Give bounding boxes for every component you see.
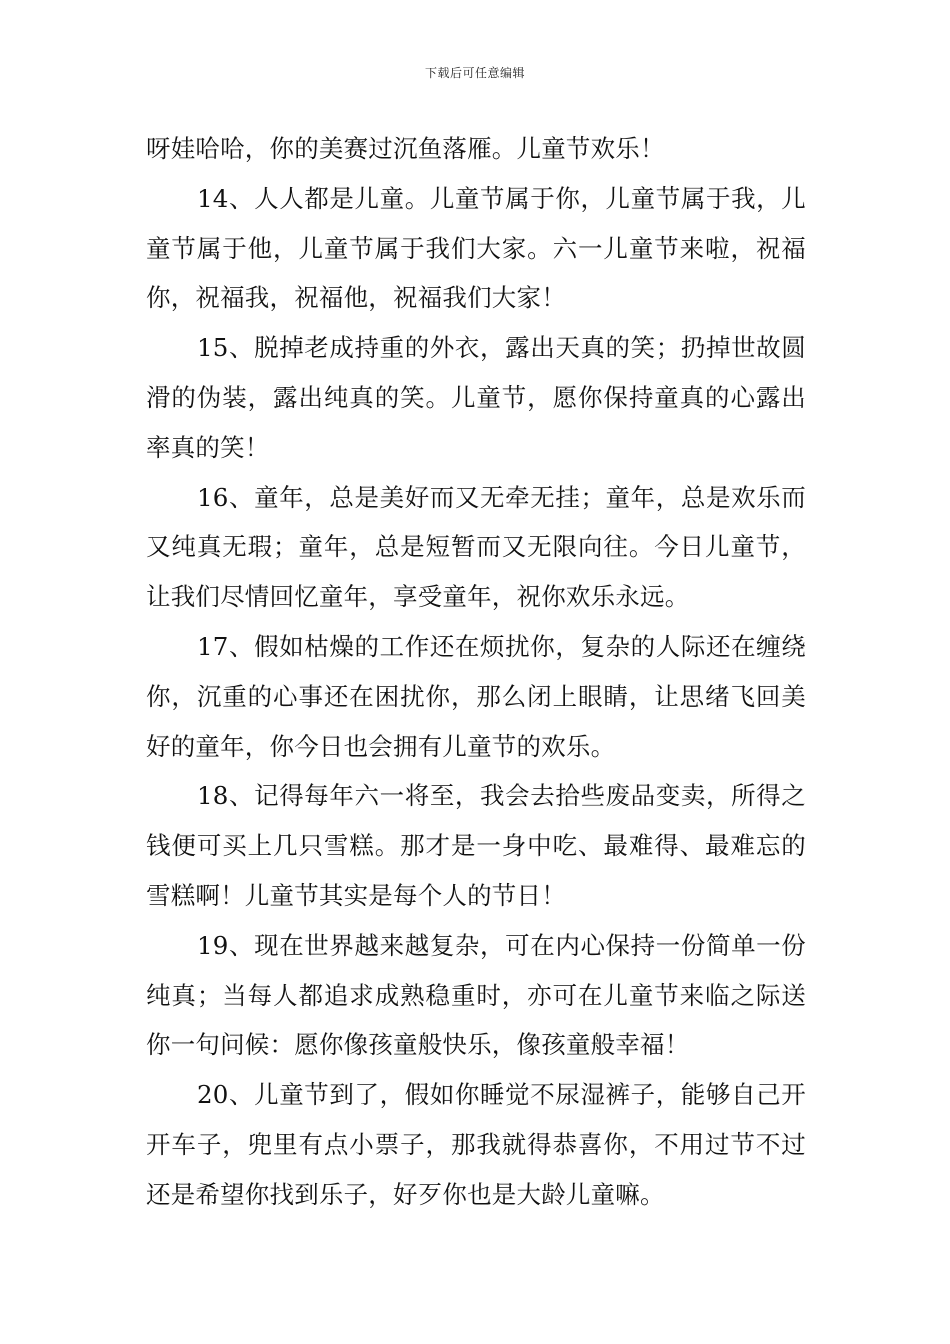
paragraph-item-17: 17、假如枯燥的工作还在烦扰你，复杂的人际还在缠绕你，沉重的心事还在困扰你，那么闭上眼睛，让思绪飞回美好的童年，你今日也会拥有儿童节的欢乐。 <box>146 631 806 761</box>
document-body <box>146 124 806 1220</box>
paragraph-item-18: 18、记得每年六一将至，我会去拾些废品变卖，所得之钱便可买上几只雪糕。那才是一身中吃、最难得、最难忘的雪糕啊！儿童节其实是每个人的节日！ <box>146 781 806 910</box>
paragraph-continuation: 呀娃哈哈，你的美赛过沉鱼落雁。儿童节欢乐！ <box>146 134 665 163</box>
paragraph-item-19: 19、现在世界越来越复杂，可在内心保持一份简单一份纯真；当每人都追求成熟稳重时，亦可在儿童节来临之际送你一句问候：愿你像孩童般快乐，像孩童般幸福！ <box>146 930 806 1060</box>
paragraph-item-14: 14、人人都是儿童。儿童节属于你，儿童节属于我，儿童节属于他，儿童节属于我们大家。六一儿童节来啦，祝福你，祝福我，祝福他，祝福我们大家！ <box>146 183 806 313</box>
paragraph-item-16: 16、童年，总是美好而又无牵无挂；童年，总是欢乐而又纯真无瑕；童年，总是短暂而又无限向往。今日儿童节，让我们尽情回忆童年，享受童年，祝你欢乐永远。 <box>146 482 806 612</box>
paragraph-item-20: 20、儿童节到了，假如你睡觉不尿湿裤子，能够自己开开车子，兜里有点小票子，那我就得恭喜你，不用过节不过还是希望你找到乐子，好歹你也是大龄儿童嘛。 <box>146 1080 806 1209</box>
paragraph-item-15: 15、脱掉老成持重的外衣，露出天真的笑；扔掉世故圆滑的伪装，露出纯真的笑。儿童节，愿你保持童真的心露出率真的笑！ <box>146 333 806 462</box>
page-header: 下载后可任意编辑 <box>424 66 525 80</box>
